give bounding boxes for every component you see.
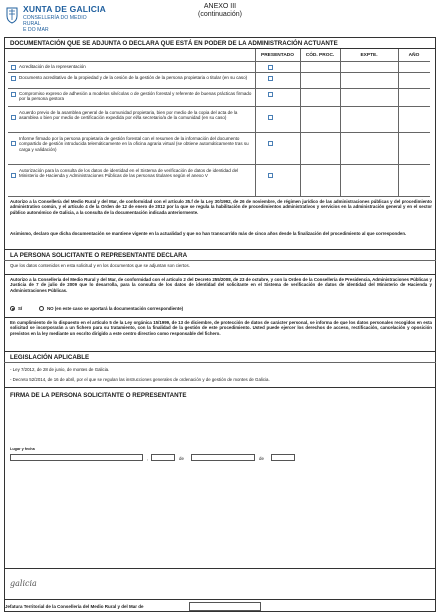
table-line (8, 106, 430, 107)
presentado-checkbox[interactable] (268, 76, 273, 81)
presentado-checkbox[interactable] (268, 173, 273, 178)
doc-checkbox[interactable] (11, 141, 16, 146)
de-sep-1: de (179, 456, 184, 461)
annex-subtitle: (continuación) (198, 11, 242, 18)
doc-checkbox[interactable] (11, 76, 16, 81)
legislation-item: - Ley 7/2012, de 28 de junio, de montes de Galicia. (10, 367, 110, 372)
doc-checkbox[interactable] (11, 173, 16, 178)
col-presentado: PRESENTADO (261, 53, 294, 58)
doc-checkbox[interactable] (11, 65, 16, 70)
annex-title: ANEXO III (203, 3, 237, 10)
divider (4, 260, 436, 261)
doc-label: Compromiso expreso de adhesión a modelos silvícolas o de gestión forestal y referente de buenas prácticas firmado por la persona gestora (19, 91, 252, 102)
presentado-checkbox[interactable] (268, 141, 273, 146)
table-line (8, 61, 430, 62)
doc-label: Autorización para la consulta de los datos de identidad en el Sistema de verificación de datos de identidad del Ministerio de Hacienda y Administraciones Públicas de las personas titulares según el anexo V (19, 168, 239, 179)
doc-label: Acuerdo previo de la asamblea general de la comunidad propietaria, bien por medio de la copia del acta de la asamblea o bien por medio de certificación expedida por el/la secretario/a de la comunidad (en su caso) (19, 110, 238, 121)
presentado-checkbox[interactable] (268, 92, 273, 97)
table-line (8, 132, 430, 133)
presentado-checkbox[interactable] (268, 65, 273, 70)
table-line (8, 164, 430, 165)
identity-no-radio[interactable] (39, 306, 44, 311)
divider (4, 599, 436, 600)
authorization-text: Autorizo a la Consellería del Medio Rural y del Mar, de conformidad con el artículo 35.f de la Ley 30/1992, de 26 de noviembre, de régimen jurídico de las administraciones públicas y del procedimiento administrativo común, y el artículo 4 de la Orden de 12 de enero de 2012 por la que se regula la habilitación de procedimientos administrativos y servicios en la administración general y en el sector público autonómico de Galicia, a la consulta de la documentación indicada anteriormente. (10, 199, 432, 215)
declaration-text: Asimismo, declaro que dicha documentación se mantiene vigente en la actualidad y que no han transcurrido más de cinco años desde la finalización del procedimiento al que corresponden. (10, 231, 407, 236)
privacy-text: En cumplimiento de lo dispuesto en el artículo 5 de la Ley orgánica 15/1999, de 13 de diciembre, de protección de datos de carácter personal, se informa de que los datos personales recogidos en esta solicitud se incorporarán a un fichero para su tratamiento, con la finalidad de la gestión de este procedimiento. Usted puede ejercer los derechos de acceso, rectificación, cancelación y oposición previstos en la ley mediante un escrito dirigido a este centro directivo como responsable del fichero. (10, 320, 432, 336)
signature-title: FIRMA DE LA PERSONA SOLICITANTE O REPRESENTANTE (10, 392, 187, 399)
dept-line-2: E DO MAR (23, 27, 49, 33)
dept-line-1: CONSELLERÍA DO MEDIO RURAL (23, 15, 87, 27)
divider (4, 48, 436, 49)
doc-label: Documento acreditativo de la propiedad y de la cesión de la gestión de la persona propietaria o titular (en su caso) (19, 75, 248, 80)
identity-yes-radio[interactable] (10, 306, 15, 311)
legislation-title: LEGISLACIÓN APLICABLE (10, 354, 90, 361)
page-header (0, 0, 439, 34)
comma-sep: , (147, 456, 149, 461)
legislation-item: - Decreto 52/2014, de 16 de abril, por el que se regulan las instrucciones generales de ordenación y de gestión de montes de Galicia. (10, 377, 270, 382)
divider (4, 351, 436, 352)
day-input[interactable] (151, 454, 175, 461)
table-line (8, 88, 430, 89)
table-line (8, 72, 430, 73)
table-line (8, 196, 430, 197)
footer-text: Jefatura Territorial de la Consellería del Medio Rural y del Mar de (5, 604, 144, 609)
galicia-logo: galicia (10, 579, 37, 588)
col-cod-proc: CÓD. PROC. (305, 53, 335, 58)
divider (4, 317, 436, 318)
de-sep-2: de (259, 456, 264, 461)
place-input[interactable] (10, 454, 143, 461)
year-input[interactable] (271, 454, 295, 461)
doc-label: Informe firmado por la persona propietaria de gestión forestal con el resumen de la información del documento compartido de gestión introducida telemáticamente en la oficina agraria virtual (se obtiene automáticamente tras su carga y validación) (19, 136, 249, 152)
presentado-checkbox[interactable] (268, 115, 273, 120)
place-date-label: Lugar y fecha (10, 447, 35, 451)
identity-text: Autorizo a la Consellería del Medio Rural y del Mar, de conformidad con el artículo 2 del Decreto 255/2008, de 23 de octubre, y con la Orden de la Consellería de Presidencia, Administraciones Públicas y Justicia de 7 de julio de 2009 que lo desarrolla, para la consulta de los datos de identidad del solicitante en el Sistema de verificación de datos de identidad del Ministerio de Hacienda y Administraciones Públicas. (10, 277, 432, 293)
documents-title: DOCUMENTACIÓN QUE SE ADJUNTA O DECLARA QUE ESTÁ EN PODER DE LA ADMINISTRACIÓN ACTUANTE (10, 40, 338, 47)
divider (4, 362, 436, 363)
applicant-title: LA PERSONA SOLICITANTE O REPRESENTANTE DECLARA (10, 252, 188, 259)
divider (4, 568, 436, 569)
annex-heading (170, 3, 270, 19)
doc-checkbox[interactable] (11, 92, 16, 97)
doc-label: Acreditación de la representación (19, 64, 86, 69)
month-input[interactable] (191, 454, 255, 461)
org-department (23, 15, 103, 33)
jefatura-input[interactable] (189, 602, 261, 611)
divider (4, 387, 436, 388)
col-expte: EXPTE. (360, 53, 378, 58)
org-name: XUNTA DE GALICIA (23, 4, 107, 14)
identity-yes-label: SÍ (18, 306, 23, 311)
divider (4, 274, 436, 275)
applicant-text: Que los datos contenidos en esta solicitud y en los documentos que se adjuntan son ciertos. (10, 263, 190, 268)
doc-checkbox[interactable] (11, 115, 16, 120)
divider (4, 249, 436, 250)
identity-no-label: NO (en este caso se aportará la documentación correspondiente) (47, 306, 184, 311)
col-ano: AÑO (408, 53, 420, 58)
